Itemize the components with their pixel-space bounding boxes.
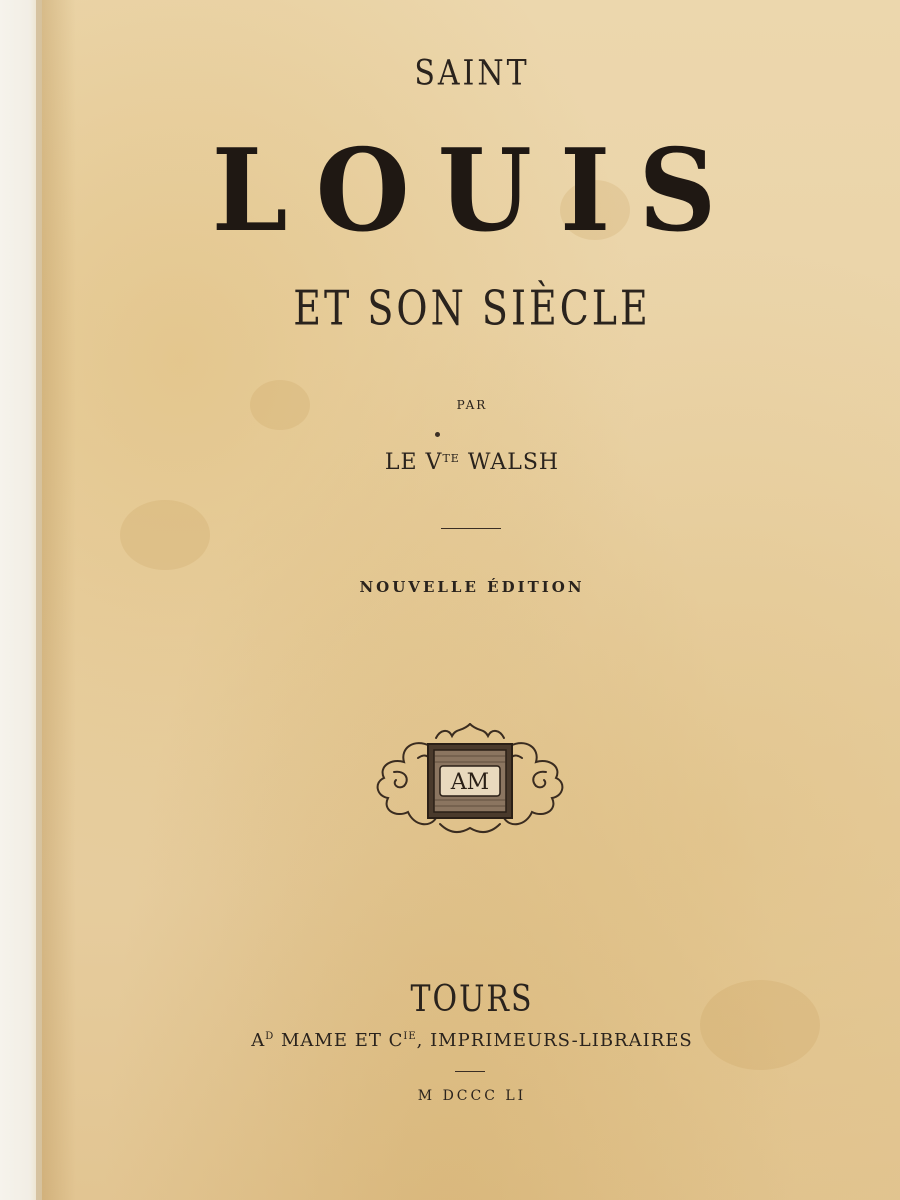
title-saint: SAINT bbox=[414, 53, 530, 94]
publication-year: M DCCC LI bbox=[417, 1088, 527, 1104]
publisher-line bbox=[22, 1030, 900, 1051]
by-line: PAR bbox=[456, 398, 488, 412]
publisher-part3: , IMPRIMEURS-LIBRAIRES bbox=[416, 1030, 693, 1051]
publisher-part1: A bbox=[251, 1030, 266, 1051]
paper-stain bbox=[120, 500, 210, 570]
ink-dot bbox=[435, 432, 440, 437]
author-surname: WALSH bbox=[459, 450, 560, 475]
imprint-city: TOURS bbox=[410, 978, 534, 1021]
publisher-part2: MAME ET C bbox=[274, 1030, 404, 1051]
author-name bbox=[22, 450, 900, 475]
printer-mark-monogram: AM bbox=[450, 770, 490, 795]
publisher-sup1: D bbox=[265, 1031, 275, 1042]
edition-label: NOUVELLE ÉDITION bbox=[359, 578, 585, 596]
divider-rule bbox=[441, 528, 501, 529]
printer-mark-icon bbox=[370, 718, 570, 840]
publisher-sup2: IE bbox=[403, 1031, 417, 1042]
short-divider-rule bbox=[455, 1071, 485, 1072]
author-superscript: TE bbox=[442, 452, 460, 465]
title-louis: LOUIS bbox=[211, 124, 745, 258]
title-siecle: ET SON SIÈCLE bbox=[293, 280, 651, 336]
author-prefix: LE V bbox=[384, 450, 443, 475]
